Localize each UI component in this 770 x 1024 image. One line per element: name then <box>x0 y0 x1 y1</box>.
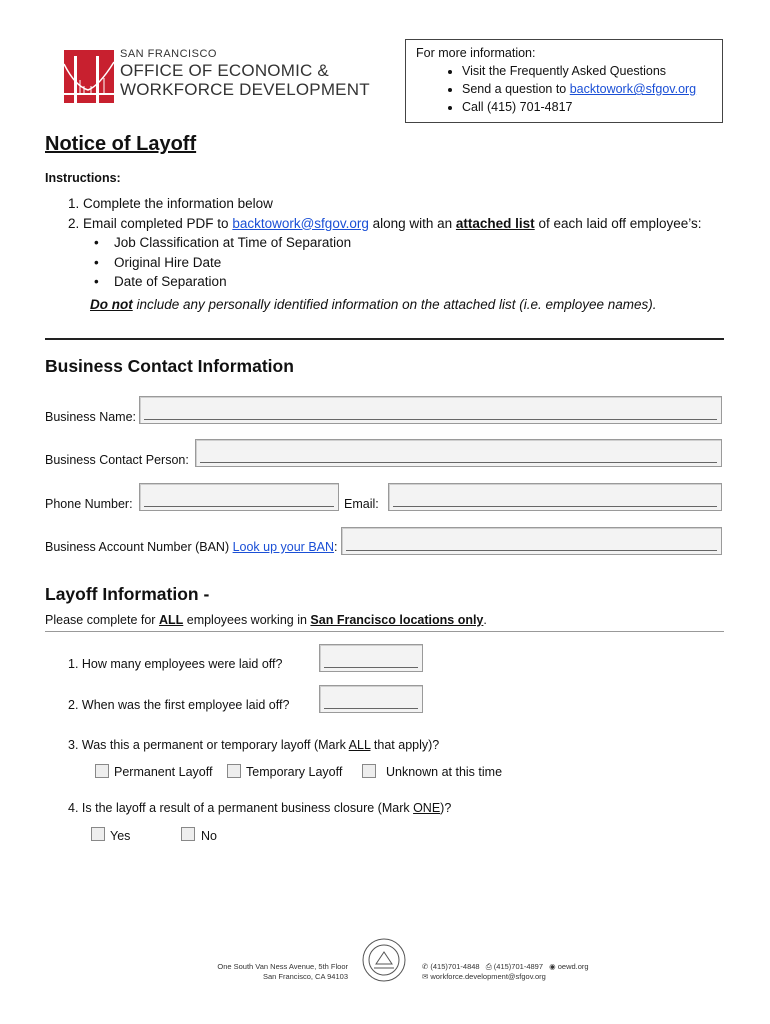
step-2 <box>68 214 748 234</box>
ban-label-prefix: Business Account Number (BAN) <box>45 540 233 554</box>
business-name-label: Business Name: <box>45 410 137 424</box>
bullet-hire-date: • Original Hire Date <box>68 253 748 273</box>
step-2-prefix: 2. Email completed PDF to <box>68 215 233 231</box>
question-4 <box>68 801 451 815</box>
sub-prefix: Please complete for <box>45 613 159 627</box>
logo-mark <box>64 50 114 103</box>
contact-person-label: Business Contact Person: <box>45 453 189 467</box>
info-box <box>405 39 723 123</box>
golden-gate-icon <box>64 50 114 103</box>
layoff-subheading <box>45 613 487 627</box>
closure-yes-checkbox[interactable] <box>91 827 105 841</box>
bullet-separation-date: • Date of Separation <box>68 272 748 292</box>
info-email-link[interactable]: backtowork@sfgov.org <box>569 82 697 96</box>
note-rest: include any personally identified information on the attached list (i.e. employee names). <box>132 297 657 312</box>
step-2-mid: along with an <box>368 215 456 231</box>
footer-email-row <box>422 972 589 982</box>
logo-line-3: WORKFORCE DEVELOPMENT <box>120 80 370 99</box>
phone-icon: ✆ <box>422 962 429 971</box>
closure-no-checkbox[interactable] <box>181 827 195 841</box>
web-icon: ◉ <box>549 962 556 971</box>
layoff-heading: Layoff Information - <box>45 584 210 604</box>
contact-person-field[interactable] <box>195 439 722 467</box>
employees-count-field[interactable] <box>319 644 423 672</box>
step-1: 1. Complete the information below <box>68 196 273 211</box>
q3-suffix: that apply)? <box>370 738 440 752</box>
business-heading: Business Contact Information <box>45 356 294 376</box>
question-2: 2. When was the first employee laid off? <box>68 698 290 712</box>
ban-field[interactable] <box>341 527 722 555</box>
mail-icon: ✉ <box>422 972 429 981</box>
info-phone: • Call (415) 701-4817 <box>462 98 712 116</box>
unknown-label: Unknown at this time <box>386 765 503 779</box>
phone-field[interactable] <box>139 483 339 511</box>
footer-fax: (415)701-4897 <box>493 962 544 971</box>
info-title: For more information: <box>416 46 536 60</box>
closure-yes-label: Yes <box>110 829 131 843</box>
email-field[interactable] <box>388 483 722 511</box>
step-2-bold: attached list <box>455 215 535 231</box>
temporary-layoff-checkbox[interactable] <box>227 764 241 778</box>
ban-label-suffix: : <box>334 540 338 554</box>
logo-line-2: OFFICE OF ECONOMIC & <box>120 61 329 80</box>
ban-lookup-link[interactable]: Look up your BAN <box>232 540 335 554</box>
layoff-divider <box>45 631 724 632</box>
question-1: 1. How many employees were laid off? <box>68 657 283 671</box>
closure-no-label: No <box>201 829 217 843</box>
seal-icon <box>362 938 406 982</box>
q3-all: ALL <box>348 738 371 752</box>
footer-web[interactable]: oewd.org <box>557 962 589 971</box>
footer-address <box>210 962 348 982</box>
business-name-field[interactable] <box>139 396 722 424</box>
city-seal <box>362 938 406 982</box>
question-3 <box>68 738 439 752</box>
footer-email[interactable]: workforce.development@sfgov.org <box>430 972 546 981</box>
q4-prefix: 4. Is the layoff a result of a permanent business closure (Mark <box>68 801 414 815</box>
bullet-job-class: • Job Classification at Time of Separation <box>68 233 748 253</box>
info-list <box>416 62 712 116</box>
page-title: Notice of Layoff <box>45 133 197 155</box>
q4-one: ONE <box>413 801 441 815</box>
phone-label: Phone Number: <box>45 497 133 511</box>
permanent-layoff-checkbox[interactable] <box>95 764 109 778</box>
info-email-prefix: Send a question to <box>462 82 570 96</box>
sub-all: ALL <box>158 613 184 627</box>
privacy-note <box>90 297 657 312</box>
footer-contact <box>422 962 589 982</box>
note-strong: Do not <box>90 297 133 312</box>
instructions-label: Instructions: <box>45 171 121 185</box>
temporary-layoff-label: Temporary Layoff <box>246 765 343 779</box>
first-layoff-date-field[interactable] <box>319 685 423 713</box>
section-divider <box>45 338 724 340</box>
logo-text <box>120 49 370 98</box>
q3-prefix: 3. Was this a permanent or temporary layoff (Mark <box>68 738 349 752</box>
info-email <box>462 80 712 98</box>
fax-icon: ⎙ <box>485 962 492 971</box>
footer-address-1: One South Van Ness Avenue, 5th Floor <box>217 962 348 971</box>
email-label: Email: <box>344 497 379 511</box>
step-2-email-link[interactable]: backtowork@sfgov.org <box>232 215 369 231</box>
sub-location: San Francisco locations only <box>310 613 484 627</box>
footer-contact-row <box>422 962 589 972</box>
info-faq[interactable]: • Visit the Frequently Asked Questions <box>462 62 712 80</box>
footer-address-2: San Francisco, CA 94103 <box>262 972 348 981</box>
sub-end: . <box>483 613 487 627</box>
ban-label <box>45 540 338 554</box>
logo-top: SAN FRANCISCO <box>120 48 217 60</box>
sub-mid: employees working in <box>183 613 311 627</box>
q4-suffix: )? <box>440 801 452 815</box>
unknown-checkbox[interactable] <box>362 764 376 778</box>
permanent-layoff-label: Permanent Layoff <box>114 765 213 779</box>
footer-phone: (415)701-4848 <box>430 962 480 971</box>
instructions-steps <box>68 194 748 292</box>
step-2-suffix: of each laid off employee’s: <box>534 215 702 231</box>
